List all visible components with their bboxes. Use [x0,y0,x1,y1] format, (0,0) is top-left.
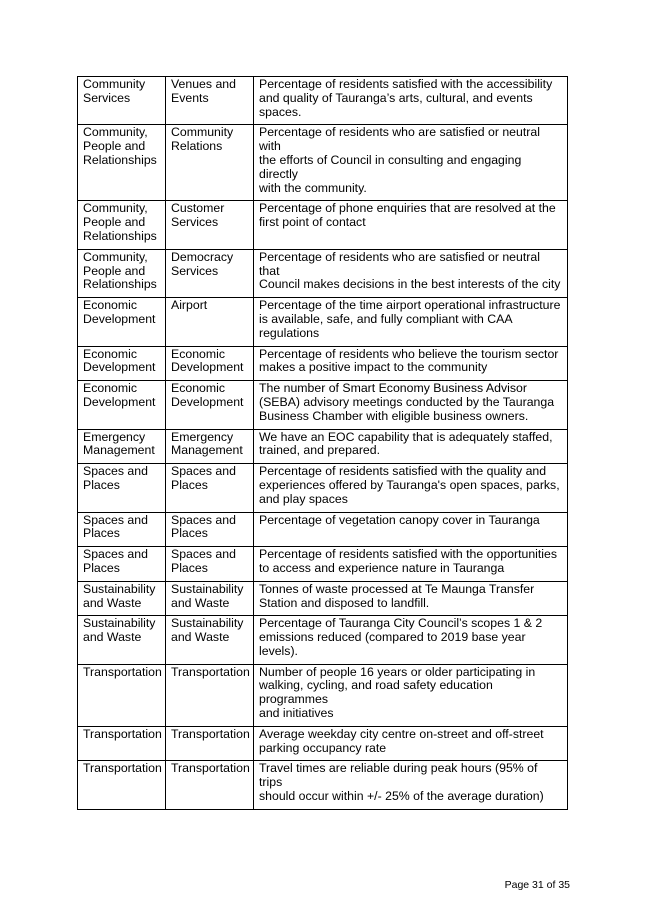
measure-cell: Percentage of residents who are satisfied or neutral with the efforts of Council in consulting and engaging directly with the community. [254,125,568,201]
activity-cell: Transportation [166,761,254,809]
activity-cell: Sustainability and Waste [166,616,254,664]
table-row [78,429,568,464]
group-cell: Economic Development [78,298,166,346]
group-cell: Sustainability and Waste [78,581,166,616]
measure-cell: Percentage of vegetation canopy cover in Tauranga [254,512,568,547]
table-row [78,201,568,249]
table-row [78,346,568,381]
measure-cell: Percentage of residents satisfied with the quality and experiences offered by Tauranga's open spaces, parks, and play spaces [254,464,568,512]
table-row [78,125,568,201]
measure-cell: Percentage of residents who are satisfied or neutral that Council makes decisions in the best interests of the city [254,249,568,297]
group-cell: Emergency Management [78,429,166,464]
table-row [78,664,568,726]
table-body [78,77,568,810]
measure-cell: Travel times are reliable during peak hours (95% of trips should occur within +/- 25% of the average duration) [254,761,568,809]
activity-cell: Democracy Services [166,249,254,297]
measure-cell: Percentage of residents satisfied with the opportunities to access and experience nature in Tauranga [254,547,568,582]
measure-cell: Average weekday city centre on-street and off-street parking occupancy rate [254,726,568,761]
table-row [78,512,568,547]
group-cell: Transportation [78,726,166,761]
activity-cell: Spaces and Places [166,547,254,582]
activity-cell: Airport [166,298,254,346]
group-cell: Spaces and Places [78,464,166,512]
activity-cell: Venues and Events [166,77,254,125]
group-cell: Community, People and Relationships [78,125,166,201]
table-row [78,581,568,616]
measure-cell: We have an EOC capability that is adequately staffed, trained, and prepared. [254,429,568,464]
activity-cell: Transportation [166,726,254,761]
measure-cell: Percentage of the time airport operational infrastructure is available, safe, and fully compliant with CAA regulations [254,298,568,346]
group-cell: Community, People and Relationships [78,249,166,297]
measure-cell: The number of Smart Economy Business Advisor (SEBA) advisory meetings conducted by the Tauranga Business Chamber with eligible business owners. [254,381,568,429]
table-row [78,761,568,809]
table-row [78,547,568,582]
activity-cell: Sustainability and Waste [166,581,254,616]
group-cell: Transportation [78,761,166,809]
activity-cell: Economic Development [166,381,254,429]
activity-cell: Customer Services [166,201,254,249]
measure-cell: Percentage of residents who believe the tourism sector makes a positive impact to the community [254,346,568,381]
activity-cell: Transportation [166,664,254,726]
activity-cell: Spaces and Places [166,512,254,547]
measure-cell: Percentage of phone enquiries that are resolved at the first point of contact [254,201,568,249]
activity-cell: Community Relations [166,125,254,201]
activity-cell: Emergency Management [166,429,254,464]
measure-cell: Tonnes of waste processed at Te Maunga Transfer Station and disposed to landfill. [254,581,568,616]
group-cell: Economic Development [78,346,166,381]
activity-cell: Spaces and Places [166,464,254,512]
table-row [78,249,568,297]
table-row [78,616,568,664]
table-row [78,464,568,512]
group-cell: Community, People and Relationships [78,201,166,249]
measure-cell: Percentage of Tauranga City Council’s scopes 1 & 2 emissions reduced (compared to 2019 base year levels). [254,616,568,664]
group-cell: Community Services [78,77,166,125]
table-row [78,77,568,125]
performance-measures-table [77,76,568,810]
measure-cell: Percentage of residents satisfied with the accessibility and quality of Tauranga’s arts, cultural, and events spaces. [254,77,568,125]
table-row [78,298,568,346]
measure-cell: Number of people 16 years or older participating in walking, cycling, and road safety education programmes and initiatives [254,664,568,726]
group-cell: Economic Development [78,381,166,429]
group-cell: Spaces and Places [78,547,166,582]
table-row [78,381,568,429]
page-number: Page 31 of 35 [504,879,570,891]
activity-cell: Economic Development [166,346,254,381]
table-row [78,726,568,761]
group-cell: Transportation [78,664,166,726]
group-cell: Sustainability and Waste [78,616,166,664]
group-cell: Spaces and Places [78,512,166,547]
